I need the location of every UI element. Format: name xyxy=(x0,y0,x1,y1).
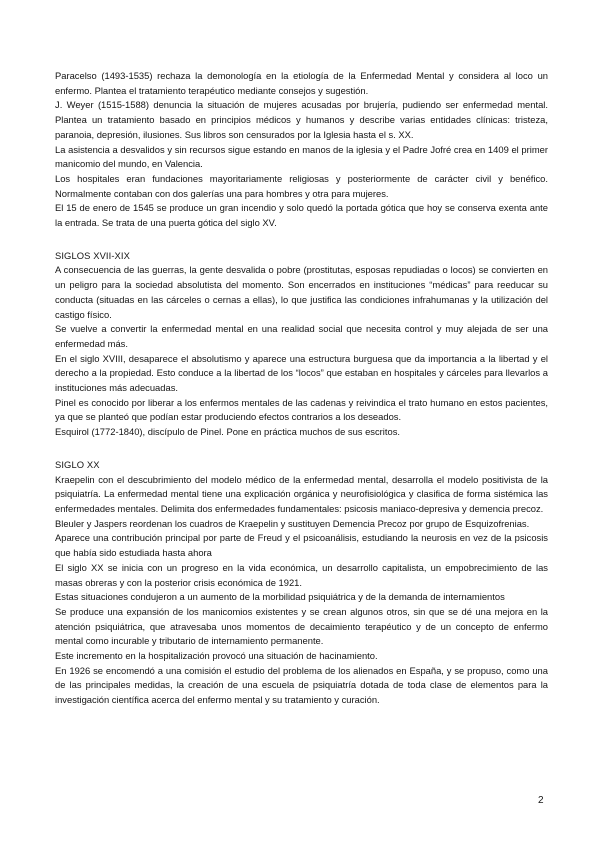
paragraph-hospitales: Los hospitales eran fundaciones mayoritariamente religiosas y posteriormente de carácter civil y benéfico. Normalmente contaban con dos galerías una para hombres y otra para mujeres. xyxy=(55,172,548,199)
paragraph-padre-jofre: La asistencia a desvalidos y sin recursos sigue estando en manos de la iglesia y el Padre Jofré crea en 1409 el primer manicomio del mundo, en Valencia. xyxy=(55,143,548,170)
paragraph-internamientos: Estas situaciones condujeron a un aumento de la morbilidad psiquiátrica y de la demanda de internamientos xyxy=(55,591,505,603)
paragraph-weyer: J. Weyer (1515-1588) denuncia la situación de mujeres acusadas por brujería, pudiendo ser enfermedad mental. Plantea un tratamiento basado en principios médicos y humanos y describe varias entidades clínicas: tristeza, paranoia, depresión, ilusiones. Sus libros son censurados por la Iglesia hasta el s. XX. xyxy=(55,99,548,140)
paragraph-pinel: Pinel es conocido por liberar a los enfermos mentales de las cadenas y reivindica el trato humano en estos pacientes, ya que se planteó que podían estar produciendo efectos contrarios a los deseados. xyxy=(55,396,548,423)
paragraph-realidad-social: Se vuelve a convertir la enfermedad mental en una realidad social que necesita control y muy alejada de ser una enfermedad más. xyxy=(55,323,548,349)
page-number: 2 xyxy=(538,795,544,806)
paragraph-incendio: El 15 de enero de 1545 se produce un gran incendio y solo quedó la portada gótica que hoy se conserva exenta ante la entrada. Se trata de una puerta gótica del siglo XV. xyxy=(55,202,548,229)
paragraph-bleuler-jaspers: Bleuler y Jaspers reordenan los cuadros de Kraepelin y sustituyen Demencia Precoz por grupo de Esquizofrenias. xyxy=(55,517,530,529)
paragraph-guerras: A consecuencia de las guerras, la gente desvalida o pobre (prostitutas, esposas repudiadas o locos) se convierten en un peligro para la sociedad absolutista del momento. Son encerrados en instituciones “médicas” para reeducar su conducta (situadas en las cárceles o cernas a ellas), lo que justifica las condiciones infrahumanas y la utilización del castigo físico. xyxy=(55,264,548,320)
section-heading-siglos-xvii-xix: SIGLOS XVII-XIX xyxy=(55,249,130,261)
document-page xyxy=(55,69,548,708)
paragraph-manicomios: Se produce una expansión de los manicomios existentes y se crean algunos otros, sin que se dé una mejora en la atención psiquiátrica, que atravesaba unos momentos de decaimiento terapéutico y de un concepto de enfermo mental como incurable y tributario de internamiento permanente. xyxy=(55,605,548,647)
paragraph-paracelso: Paracelso (1493-1535) rechaza la demonología en la etiología de la Enfermedad Mental y considera al loco un enfermo. Plantea el tratamiento terapéutico mediante consejos y sugestión. xyxy=(55,70,548,96)
section-spacer xyxy=(55,231,548,249)
paragraph-siglo-xviii: En el siglo XVIII, desaparece el absolutismo y aparece una estructura burguesa que da importancia a la libertad y el derecho a la propiedad. Esto conduce a la libertad de los “locos” que estaban en hospitales y cárceles para llevarlos a instituciones más adecuadas. xyxy=(55,352,548,394)
paragraph-hacinamiento: Este incremento en la hospitalización provocó una situación de hacinamiento. xyxy=(55,650,378,662)
paragraph-siglo-xx-economia: El siglo XX se inicia con un progreso en la vida económica, un desarrollo capitalista, un empobrecimiento de las masas obreras y con la posterior crisis económica de 1921. xyxy=(55,561,548,588)
paragraph-kraepelin: Kraepelin con el descubrimiento del modelo médico de la enfermedad mental, desarrolla el modelo positivista de la psiquiatría. La enfermedad mental tiene una explicación orgánica y neurofisiológica y clasifica de forma sistémica las enfermedades mentales. Delimita dos enfermedades fundamentales: psicosis maniaco-depresiva y demencia precoz. xyxy=(55,473,548,514)
section-heading-siglo-xx: SIGLO XX xyxy=(55,458,100,470)
paragraph-comision-1926: En 1926 se encomendó a una comisión el estudio del problema de los alienados en España, y se propuso, como una de las principales medidas, la creación de una escuela de psiquiatría dotada de toda clase de elementos para la investigación científica acerca del enfermo mental y su tratamiento y curación. xyxy=(55,664,548,706)
paragraph-esquirol: Esquirol (1772-1840), discípulo de Pinel. Pone en práctica muchos de sus escritos. xyxy=(55,426,400,438)
paragraph-freud: Aparece una contribución principal por parte de Freud y el psicoanálisis, estudiando la neurosis en vez de la psicosis que había sido estudiada hasta ahora xyxy=(55,532,548,559)
section-spacer xyxy=(55,440,548,458)
